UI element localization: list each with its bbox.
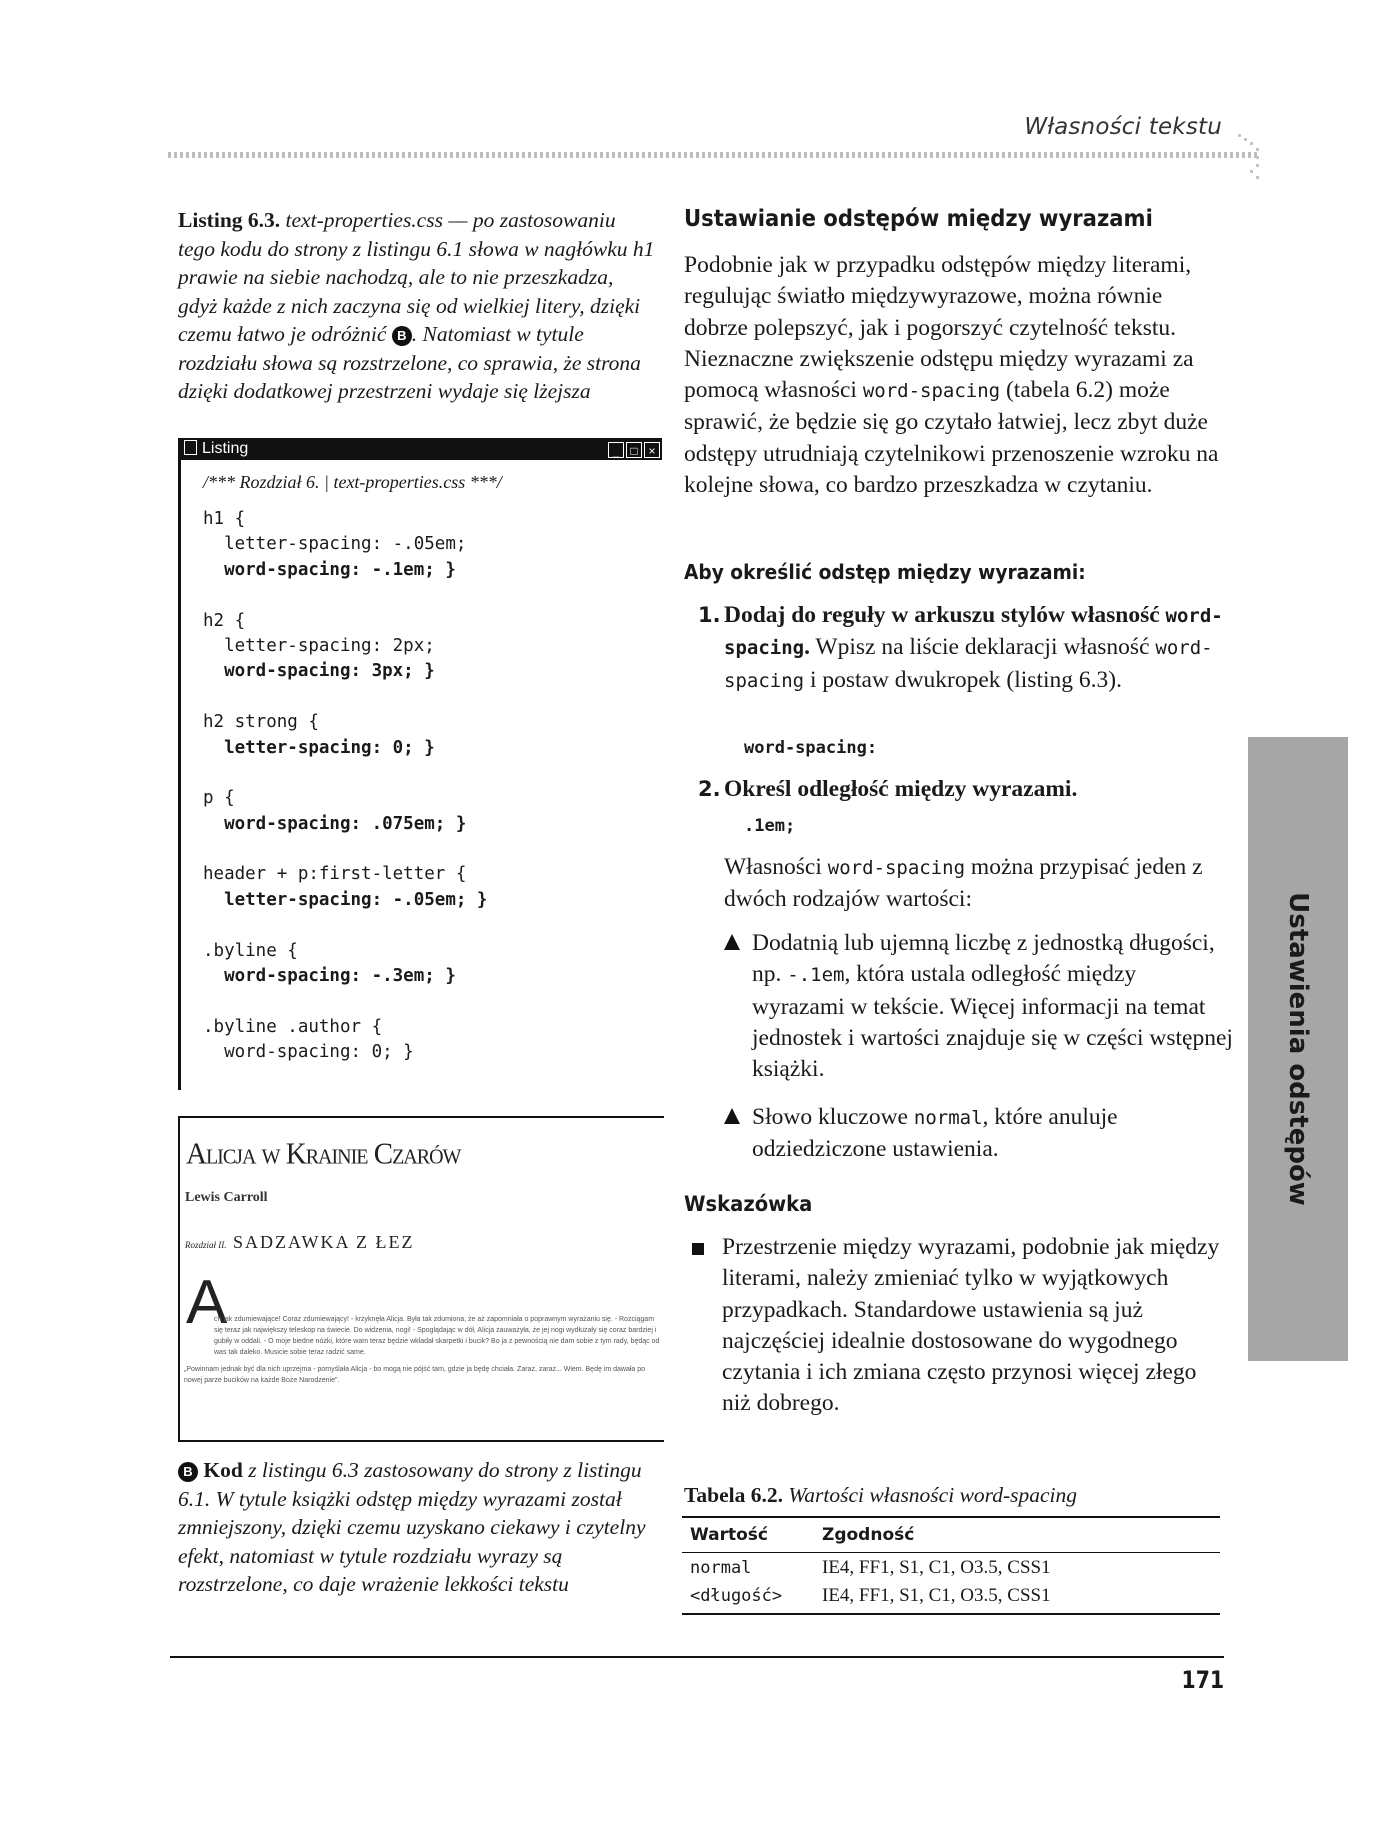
- book-drop-cap: A: [186, 1268, 228, 1337]
- book-chapter-label: Rozdział II.: [185, 1240, 227, 1250]
- code-line: word-spacing: 0; }: [203, 1042, 414, 1063]
- code-line: letter-spacing: 0; }: [203, 737, 435, 758]
- code-line: .byline {: [203, 940, 298, 961]
- table-row: [682, 1581, 1220, 1614]
- listing-caption-label: Listing 6.3.: [178, 208, 281, 232]
- tip-heading: Wskazówka: [684, 1192, 813, 1216]
- step-number: 1.: [698, 603, 721, 627]
- code-line: p {: [203, 788, 235, 809]
- book-page-screenshot: [178, 1116, 664, 1442]
- inline-code: word-spacing: [724, 637, 1213, 692]
- code-comment: /*** Rozdział 6. | text-properties.css ***/: [203, 472, 502, 492]
- book-chapter-heading: [185, 1232, 415, 1253]
- table-cell: normal: [690, 1558, 752, 1578]
- code-snippet: word-spacing:: [744, 738, 878, 758]
- code-line: .byline .author {: [203, 1016, 383, 1037]
- listing-caption: [178, 206, 656, 406]
- code-lines: [203, 507, 662, 1066]
- book-chapter-title: SADZAWKA Z ŁEZ: [233, 1232, 415, 1252]
- header-dotted-rule: [168, 152, 1260, 158]
- table-caption-label: Tabela 6.2.: [684, 1483, 783, 1507]
- figure-caption-text: z listingu 6.3 zastosowany do strony z listingu 6.1. W tytule książki odstęp między wyrazami został zmniejszony, dzięki czemu uzyskano ciekawy i czytelny efekt, natomiast w tytule rozdziału wyrazy są rozstrzelone, co daje wrażenie lekkości tekstu: [178, 1458, 646, 1596]
- step-2: [698, 774, 1238, 805]
- table-cell: IE4, FF1, S1, C1, O3.5, CSS1: [814, 1581, 1220, 1614]
- step-2-paragraph: [724, 852, 1234, 916]
- step-1: [698, 600, 1238, 697]
- code-line: header + p:first-letter {: [203, 864, 467, 885]
- table-header-cell: Zgodność: [814, 1517, 1220, 1553]
- book-body-text: [184, 1314, 660, 1392]
- triangle-bullet-icon: [724, 1108, 740, 1124]
- code-line: h2 strong {: [203, 712, 319, 733]
- code-line: word-spacing: .075em; }: [203, 813, 467, 834]
- table-cell: <długość>: [682, 1581, 814, 1614]
- inline-code: word-spacing: [862, 380, 1001, 403]
- side-tab-label: Ustawienia odstępów: [1283, 892, 1313, 1206]
- paragraph-text: Podobnie jak w przypadku odstępów między literami, regulując światło międzywyrazowe, można równie dobrze polepszyć, jak i pogorszyć czytelność tekstu. Nieznaczne zwiększenie odstępu między wyrazami za pomocą własności: [684, 252, 1194, 404]
- code-line: [203, 685, 662, 710]
- figure-caption: [178, 1456, 666, 1599]
- minimize-icon: _: [608, 442, 624, 458]
- book-author: Lewis Carroll: [185, 1190, 268, 1205]
- page-number: 171: [1181, 1666, 1224, 1694]
- section-paragraph: [684, 250, 1224, 501]
- table-row: [682, 1553, 1220, 1582]
- bullet-text: Dodatnią lub ujemną liczbę z jednostką długości, np.: [752, 930, 1215, 988]
- code-line: letter-spacing: -.05em;: [203, 534, 467, 555]
- code-window-titlebar: [178, 438, 662, 460]
- inline-code: normal: [913, 1107, 983, 1129]
- close-icon: ×: [644, 442, 660, 458]
- list-item: [724, 928, 1234, 1085]
- code-line: word-spacing: -.1em; }: [203, 559, 456, 580]
- step-number: 2.: [698, 777, 721, 801]
- code-line: [203, 989, 662, 1014]
- table-cell: IE4, FF1, S1, C1, O3.5, CSS1: [822, 1557, 1051, 1578]
- table-caption-text: Wartości własności word-spacing: [782, 1483, 1078, 1507]
- howto-heading: Aby określić odstęp między wyrazami:: [684, 560, 1086, 584]
- step-title-text: .: [804, 634, 810, 661]
- bullet-text: Słowo kluczowe: [752, 1104, 914, 1130]
- table-header-row: [682, 1517, 1220, 1553]
- step-text: i postaw dwukropek (listing 6.3).: [804, 666, 1122, 693]
- square-bullet-icon: [692, 1243, 704, 1255]
- figure-caption-label: Kod: [203, 1458, 243, 1482]
- listing-caption-text: text-properties.css — po zastosowaniu tego kodu do strony z listingu 6.1 słowa w nagłówku h1 prawie na siebie nachodzą, ale to nie przeszkadza, gdyż każde z nich zaczyna się od wielkiej litery, dzięki czemu łatwo je odróżnić: [178, 208, 655, 346]
- code-line: [203, 837, 662, 862]
- code-line: letter-spacing: 2px;: [203, 635, 435, 656]
- code-window-title: Listing: [202, 440, 249, 457]
- figure-b-badge: B: [178, 1462, 198, 1482]
- code-line: [203, 913, 662, 938]
- bullet-text: , która ustala odległość między wyrazami w tekście. Więcej informacji na temat jednostek i wartości znajduje się w części wstępnej książki.: [752, 961, 1233, 1083]
- code-line: h2 {: [203, 610, 246, 631]
- maximize-icon: □: [626, 442, 642, 458]
- code-line: word-spacing: -.3em; }: [203, 966, 456, 987]
- tip-text: Przestrzenie między wyrazami, podobnie jak między literami, należy zmieniać tylko w wyjątkowych przypadkach. Standardowe ustawienia są już najczęściej idealnie dostosowane do wygodnego czytania i ich zmiana często przynosi więcej złego niż dobrego.: [722, 1234, 1220, 1417]
- step-title-text: Dodaj do reguły w arkuszu stylów własność: [724, 602, 1166, 628]
- chapter-side-tab: [1248, 737, 1348, 1361]
- tip-item: [690, 1232, 1230, 1420]
- running-header: Własności tekstu: [1024, 114, 1222, 140]
- code-line: [203, 761, 662, 786]
- listing-caption-text-end: . Natomiast w tytule rozdziału słowa są rozstrzelone, co sprawia, że strona dzięki dodatkowej przestrzeni wydaje się lżejsza: [178, 322, 641, 403]
- code-line: letter-spacing: -.05em; }: [203, 889, 488, 910]
- code-snippet: .1em;: [744, 816, 796, 836]
- code-window-body: [178, 460, 662, 1090]
- values-table: [682, 1516, 1220, 1615]
- inline-code: word-spacing: [724, 605, 1223, 660]
- book-paragraph: „Powinnam jednak być dla nich uprzejma - pomyślała Alicja - bo mogą nie pójść tam, gdzie ja będę chciała. Zaraz, zaraz... Wiem. Będę im dawała po nowej parze bucików na każde Boże Narodzenie".: [184, 1366, 646, 1384]
- code-listing-window: [178, 438, 662, 1078]
- paragraph-text: Własności: [724, 854, 828, 880]
- step-text: Wpisz na liście deklaracji własność: [809, 634, 1156, 661]
- footer-rule: [170, 1656, 1224, 1658]
- inline-code: -.1em: [787, 964, 845, 987]
- step-title: Określ odległość między wyrazami.: [724, 776, 1078, 802]
- document-icon: [184, 440, 197, 455]
- code-line: h1 {: [203, 509, 246, 529]
- book-title: Alicja w Krainie Czarów: [186, 1137, 461, 1171]
- figure-b-badge: B: [392, 326, 412, 346]
- table-header-cell: Wartość: [682, 1517, 814, 1553]
- code-line: word-spacing: 3px; }: [203, 661, 435, 682]
- table-caption: [684, 1483, 1224, 1508]
- book-paragraph: ch jak zdumiewające! Coraz zdumiewający! - krzyknęła Alicja. Była tak zdumiona, że aż zapomniała o poprawnym wyrażaniu się. - Rozciągam się teraz jak największy teleskop na świecie. Do widzenia, nogi! - Spoglądając w dół, Alicja zauważyła, że jej nogi wydłużały się coraz bardziej i gubiły w oddali. - O moje biedne nóżki, które wam teraz będzie wkładał skarpetki i bucik? Bo ja z pewnością nie dam sobie z tym rady, będąc od was tak daleko. Musicie sobie teraz radzić same.: [214, 1316, 660, 1356]
- code-line: [203, 583, 662, 608]
- bullet-text: , które anuluje odziedziczone ustawienia.: [752, 1104, 1118, 1163]
- list-item: [724, 1102, 1234, 1166]
- triangle-bullet-icon: [724, 934, 740, 950]
- inline-code: word-spacing: [827, 857, 966, 879]
- section-heading: Ustawianie odstępów między wyrazami: [684, 206, 1153, 232]
- paragraph-text: można przypisać jeden z dwóch rodzajów wartości:: [724, 854, 1203, 913]
- header-corner-ornament: [1236, 128, 1264, 188]
- paragraph-text: (tabela 6.2) może sprawić, że będzie się go czytało łatwiej, lecz zbyt duże odstępy utrudniają czytelnikowi przenoszenie wzroku na kolejne słowa, co bardzo przeszkadza w czytaniu.: [684, 377, 1219, 499]
